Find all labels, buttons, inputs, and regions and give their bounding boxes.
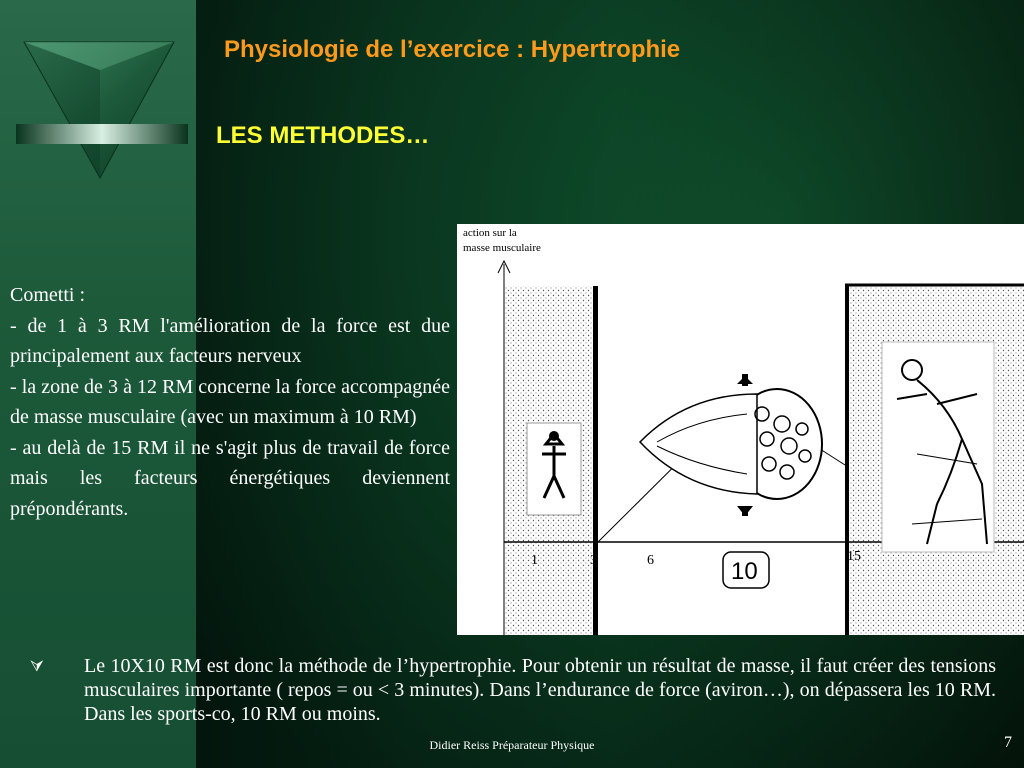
x-tick-15: 15	[847, 549, 861, 564]
cometti-heading: Cometti :	[10, 284, 85, 306]
slide-subtitle: LES METHODES…	[216, 122, 430, 149]
cometti-text-block	[10, 280, 450, 524]
cometti-point-3: - au delà de 15 RM il ne s'agit plus de travail de force mais les facteurs énergétiques deviennent prépondérants.	[10, 436, 450, 520]
footer-author: Didier Reiss Préparateur Physique	[429, 738, 595, 752]
cometti-point-2: - la zone de 3 à 12 RM concerne la force accompagnée de masse musculaire (avec un maximum à 10 RM)	[10, 375, 450, 428]
x-tick-6: 6	[647, 553, 654, 568]
zone-energy-border	[845, 284, 849, 635]
slide-title: Physiologie de l’exercice : Hypertrophie	[224, 36, 681, 63]
zone-strength-border	[593, 286, 598, 635]
x-tick-3: 3	[590, 553, 597, 568]
cometti-point-1: - de 1 à 3 RM l'amélioration de la force est due principalement aux facteurs nerveux	[10, 314, 450, 367]
rm-zones-figure	[457, 224, 1024, 635]
arrow-bullet-icon: ⮛	[30, 656, 44, 675]
endurance-athlete-illustration	[882, 342, 994, 552]
strength-athlete-illustration	[527, 423, 581, 515]
pyramid-logo-icon	[14, 40, 194, 190]
conclusion-text: Le 10X10 RM est donc la méthode de l’hypertrophie. Pour obtenir un résultat de masse, il faut créer des tensions musculaires importante ( repos = ou < 3 minutes). Dans l’endurance de force (aviron…), on dépassera les 10 RM. Dans les sports-co, 10 RM ou moins.	[84, 655, 996, 725]
y-axis-label-line-1: action sur la	[463, 227, 517, 239]
x-tick-10: 10	[731, 558, 758, 585]
conclusion-bullet	[30, 654, 996, 726]
y-axis-label-line-2: masse musculaire	[463, 242, 541, 254]
x-tick-1: 1	[531, 553, 538, 568]
page-number: 7	[1004, 734, 1012, 751]
rm-zones-diagram	[457, 224, 1024, 635]
muscle-fiber-illustration	[640, 374, 822, 516]
